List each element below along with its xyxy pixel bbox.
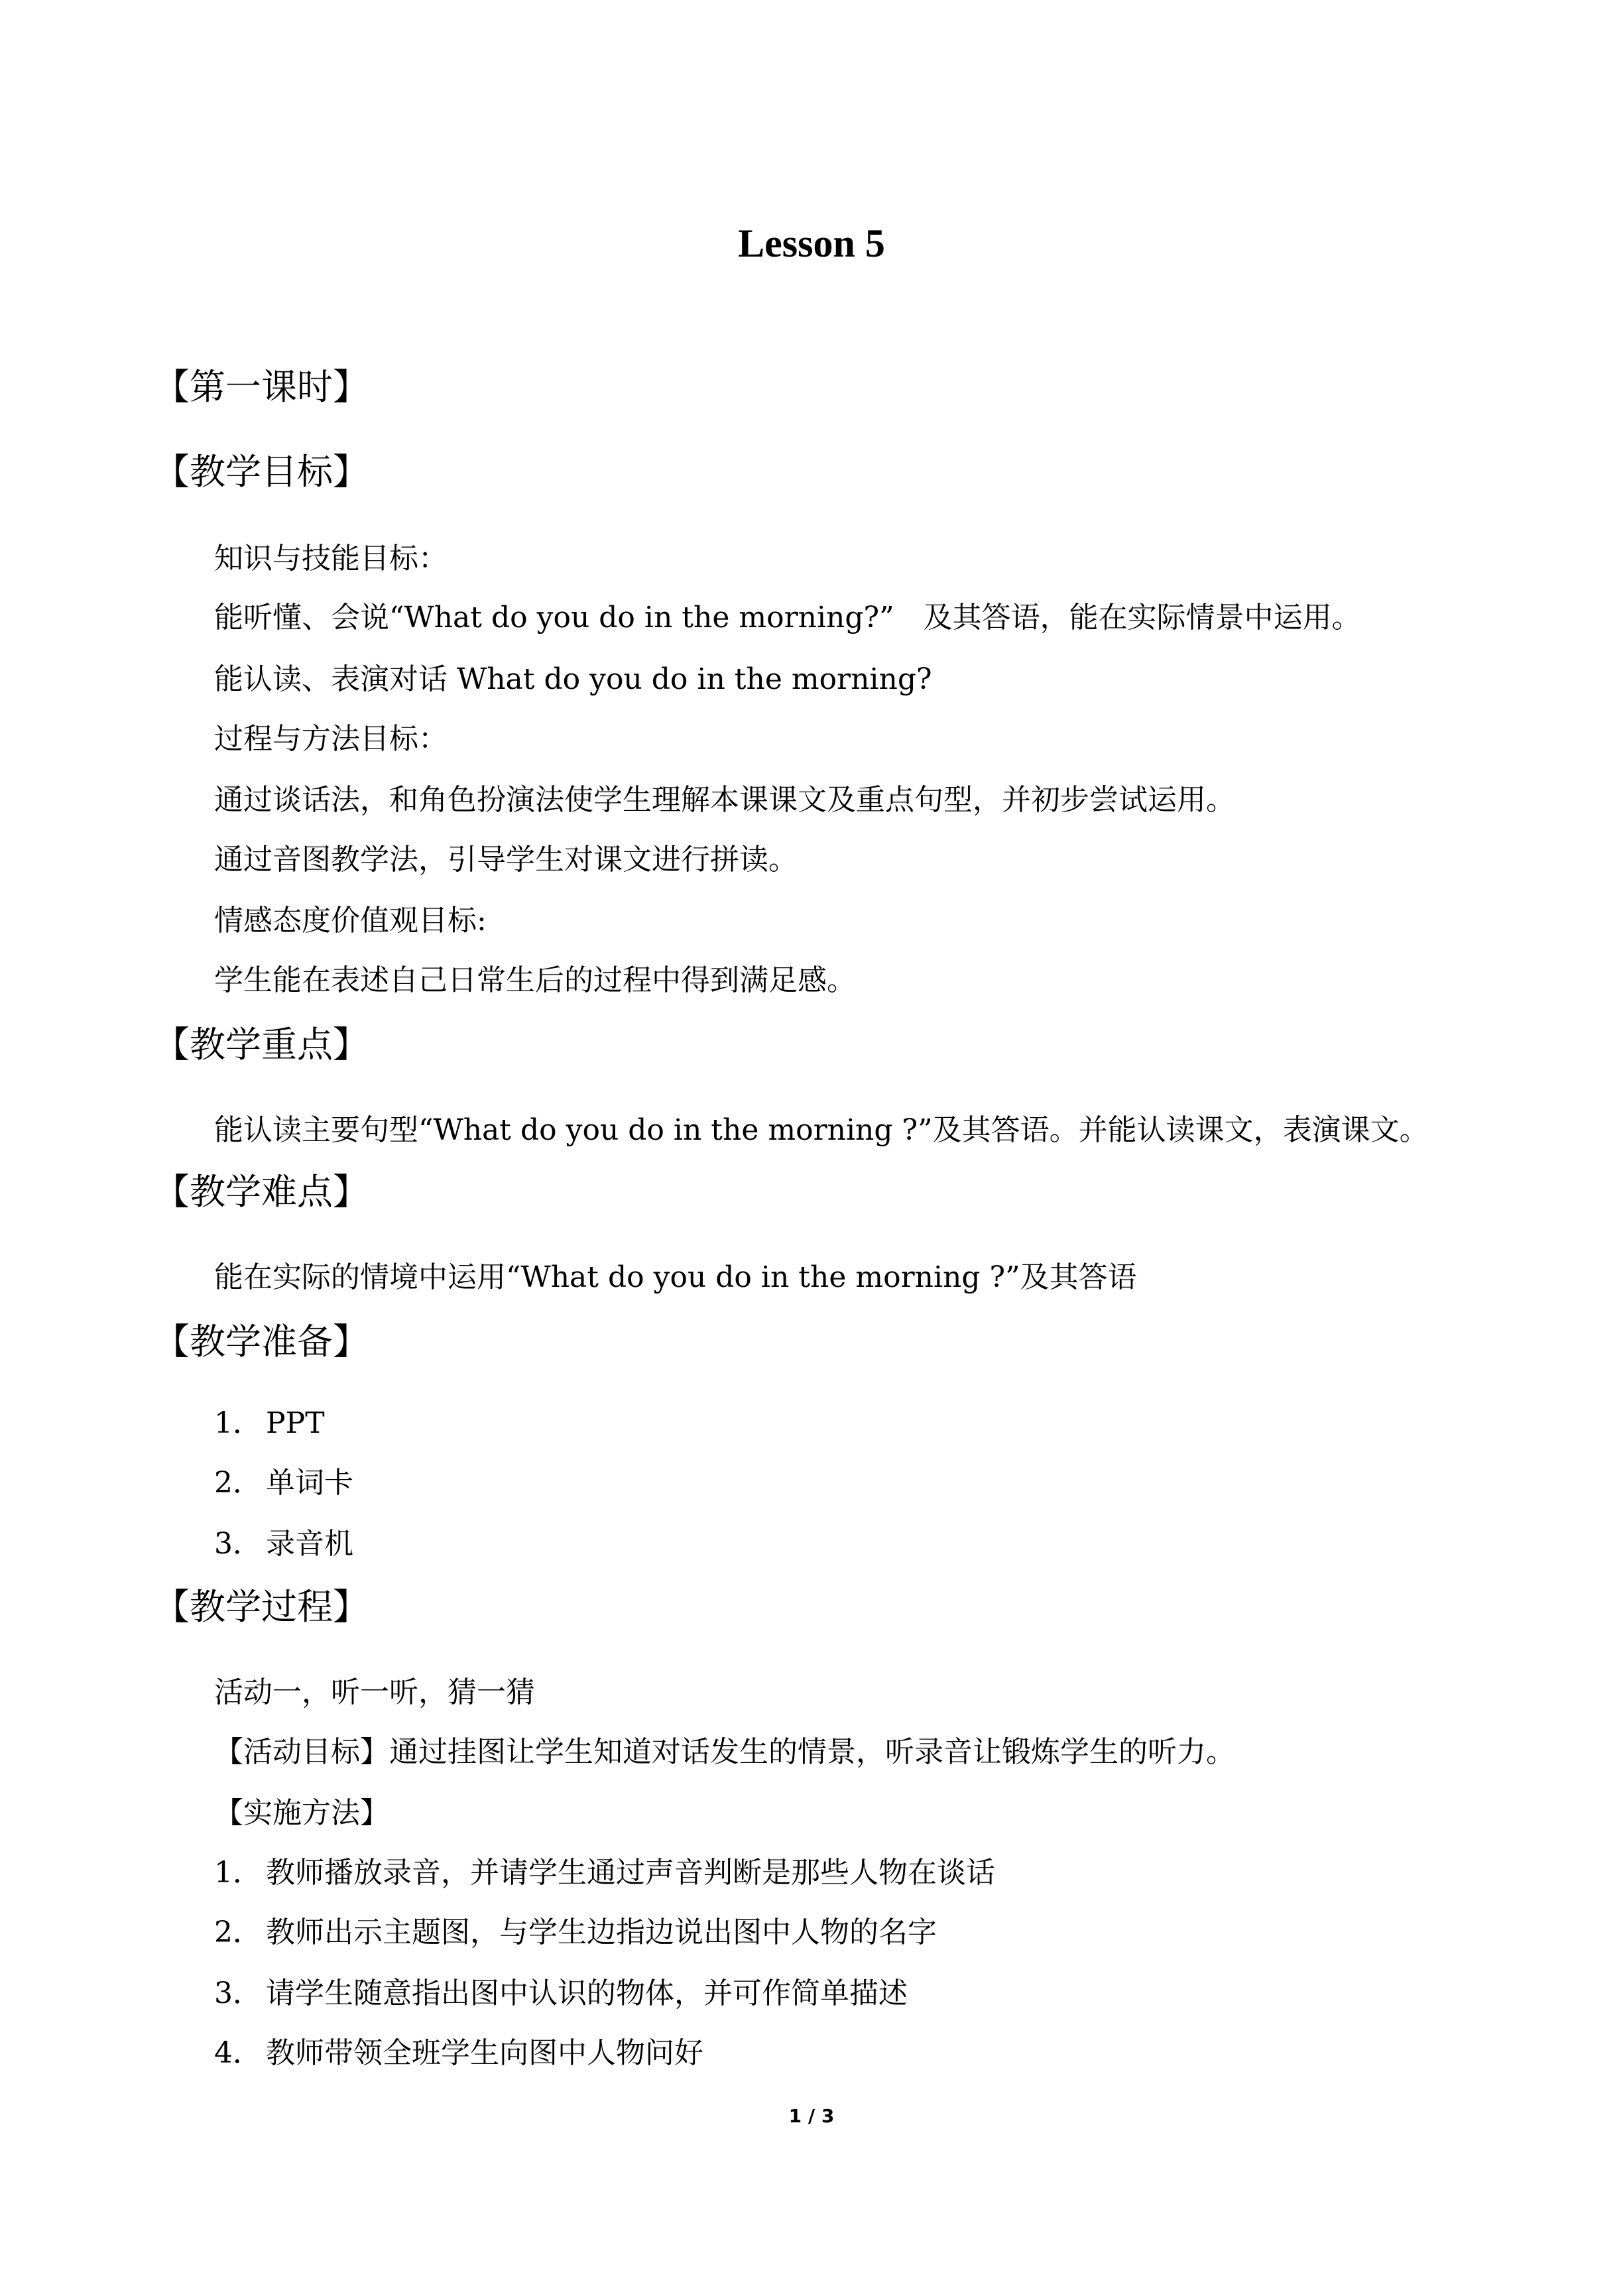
method-step xyxy=(214,1850,995,1896)
difficulties-text: 能在实际的情境中运用“What do you do in the morning ?”及其答语 xyxy=(214,1260,1137,1294)
objectives-heading: 【教学目标】 xyxy=(154,451,369,493)
preparation-item xyxy=(214,1400,325,1447)
preparation-heading: 【教学准备】 xyxy=(154,1321,369,1362)
list-number: 3． xyxy=(214,1976,262,2010)
method-heading: 【实施方法】 xyxy=(214,1796,389,1830)
list-text: 请学生随意指出图中认识的物体，并可作简单描述 xyxy=(266,1976,908,2010)
method-step xyxy=(214,1909,937,1956)
list-text: 教师播放录音，并请学生通过声音判断是那些人物在谈话 xyxy=(266,1856,995,1890)
method-step xyxy=(214,2030,703,2077)
objective-line: 知识与技能目标： xyxy=(214,542,448,575)
list-number: 1． xyxy=(214,1856,262,1890)
list-number: 3． xyxy=(214,1527,262,1561)
process-heading: 【教学过程】 xyxy=(154,1586,369,1628)
page-title: Lesson 5 xyxy=(738,221,885,265)
list-text: 教师出示主题图，与学生边指边说出图中人物的名字 xyxy=(266,1915,937,1949)
list-text: 教师带领全班学生向图中人物问好 xyxy=(266,2036,703,2070)
list-text: 录音机 xyxy=(266,1527,353,1561)
key-points-text: 能认读主要句型“What do you do in the morning ?”及其答语。并能认读课文，表演课文。 xyxy=(214,1113,1429,1147)
page-number: 1 / 3 xyxy=(788,2105,835,2127)
objective-line: 过程与方法目标： xyxy=(214,722,448,756)
method-step xyxy=(214,1970,908,2017)
list-number: 2． xyxy=(214,1466,262,1500)
list-number: 2． xyxy=(214,1915,262,1949)
list-number: 4． xyxy=(214,2036,262,2070)
difficulties-heading: 【教学难点】 xyxy=(154,1171,369,1213)
period-heading: 【第一课时】 xyxy=(154,366,369,408)
key-points-heading: 【教学重点】 xyxy=(154,1024,369,1065)
list-text: PPT xyxy=(266,1406,325,1440)
activity-title: 活动一，听一听，猜一猜 xyxy=(214,1675,535,1709)
activity-goal: 【活动目标】通过挂图让学生知道对话发生的情景，听录音让锻炼学生的听力。 xyxy=(214,1735,1235,1769)
list-number: 1． xyxy=(214,1406,262,1440)
list-text: 单词卡 xyxy=(266,1466,353,1500)
objective-line: 能听懂、会说“What do you do in the morning?” 及其答语，能在实际情景中运用。 xyxy=(214,601,1361,634)
objective-line: 能认读、表演对话 What do you do in the morning? xyxy=(214,662,932,696)
preparation-item xyxy=(214,1521,353,1567)
preparation-item xyxy=(214,1460,353,1506)
objective-line: 情感态度价值观目标: xyxy=(214,904,487,937)
objective-line: 通过谈话法，和角色扮演法使学生理解本课课文及重点句型，并初步尝试运用。 xyxy=(214,783,1235,817)
objective-line: 学生能在表述自己日常生后的过程中得到满足感。 xyxy=(214,963,856,997)
objective-line: 通过音图教学法，引导学生对课文进行拼读。 xyxy=(214,843,798,876)
